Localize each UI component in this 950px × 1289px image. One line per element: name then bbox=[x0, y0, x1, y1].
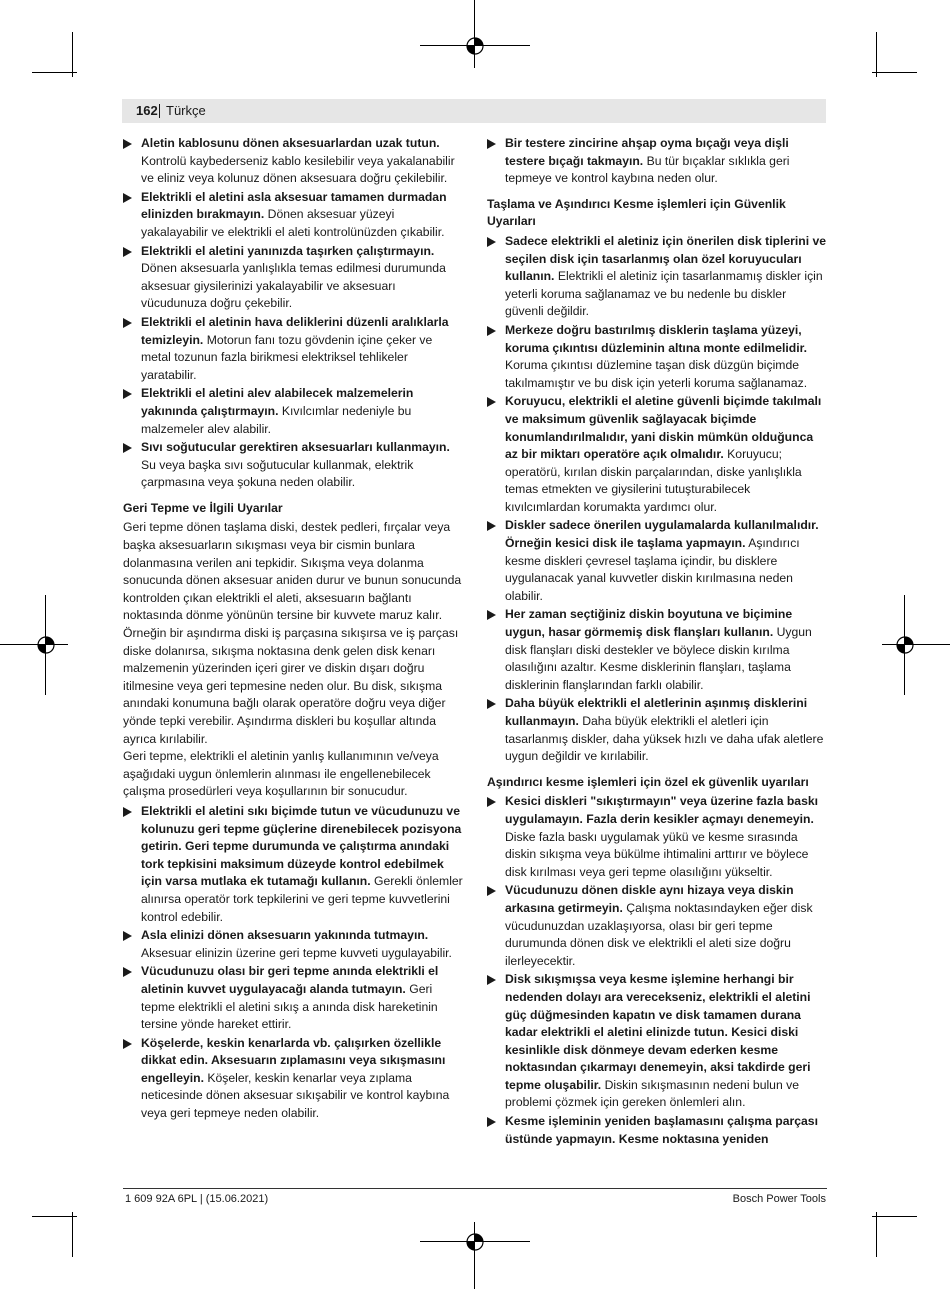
bullet-arrow-icon bbox=[123, 139, 132, 149]
warning-instruction: Aletin kablosunu dönen aksesuarlardan uzak tutun. bbox=[141, 136, 440, 150]
bullet-arrow-icon bbox=[123, 389, 132, 399]
footer-divider bbox=[123, 1188, 827, 1189]
warning-instruction: Bir testere zincirine ahşap oyma bıçağı veya dişli testere bıçağı takmayın. bbox=[505, 136, 789, 168]
bullet-arrow-icon bbox=[123, 807, 132, 817]
registration-line bbox=[0, 644, 68, 645]
kickback-paragraph: Geri tepme, elektrikli el aletinin yanlış kullanımının ve/veya aşağıdaki uygun önlemlerin alınması ile engellenebilecek çalışma prosedürleri veya koşullarının bir sonucudur. bbox=[123, 749, 439, 799]
warning-item bbox=[123, 189, 463, 242]
warning-instruction: Her zaman seçtiğiniz diskin boyutuna ve biçimine uygun, hasar görmemiş disk flanşları kullanın. bbox=[505, 607, 793, 640]
warning-instruction: Elektrikli el aletini alev alabilecek malzemelerin yakınında çalıştırmayın. bbox=[141, 386, 414, 418]
warning-instruction: Köşelerde, keskin kenarlarda vb. çalışırken özellikle dikkat edin. Aksesuarın zıplamasını veya sıkışmasını engelleyin. bbox=[141, 1035, 446, 1085]
warning-instruction: Daha büyük elektrikli el aletlerinin aşınmış disklerini kullanmayın. bbox=[505, 696, 808, 728]
warning-explanation: Aşındırıcı kesme diskleri çevresel taşlama içindir, bu disklere uygulanacak yanal kuvvetler diskin kırılmasına neden olabilir. bbox=[505, 536, 800, 603]
warning-item bbox=[487, 517, 827, 605]
warning-explanation: Çalışma noktasındayken eğer disk vücudunuzdan uzaklaşıyorsa, olası bir geri tepme durumunda dönen disk ve elektrikli el aleti size doğru ilerleyecektir. bbox=[505, 900, 813, 968]
warning-instruction: Sıvı soğutucular gerektiren aksesuarları kullanmayın. bbox=[141, 440, 450, 455]
bullet-arrow-icon bbox=[487, 139, 496, 149]
warning-item bbox=[123, 243, 463, 313]
crop-mark bbox=[32, 72, 77, 73]
warning-item bbox=[487, 606, 827, 694]
warning-item bbox=[487, 233, 827, 321]
warning-instruction: Asla elinizi dönen aksesuarın yakınında tutmayın. bbox=[141, 928, 429, 943]
bullet-arrow-icon bbox=[123, 1039, 132, 1049]
warning-explanation: Motorun fanı tozu gövdenin içine çeker ve metal tozunun fazla birikmesi elektriksel tehlikeler yaratabilir. bbox=[141, 332, 433, 382]
warning-item bbox=[123, 803, 463, 926]
bullet-arrow-icon bbox=[123, 443, 132, 453]
warning-item bbox=[487, 971, 827, 1112]
warning-instruction: Sadece elektrikli el aletiniz için önerilen disk tiplerini ve seçilen disk için tasarlanmış olan özel koruyucuları kullanın. bbox=[505, 233, 827, 284]
warning-item bbox=[487, 793, 827, 881]
warning-item bbox=[487, 393, 827, 516]
kickback-list bbox=[123, 803, 463, 1123]
warning-explanation: Koruma çıkıntısı düzlemine taşan disk düzgün biçimde takılmamıştır ve bu disk için yeterli koruma sağlanamaz. bbox=[505, 358, 808, 390]
safety-list-top bbox=[123, 135, 463, 492]
crop-mark bbox=[876, 32, 877, 77]
crop-mark bbox=[72, 32, 73, 77]
registration-target-icon bbox=[465, 36, 485, 56]
warning-item bbox=[123, 439, 463, 492]
bullet-arrow-icon bbox=[123, 967, 132, 977]
bullet-arrow-icon bbox=[487, 610, 496, 620]
warning-item bbox=[123, 1035, 463, 1123]
warning-item bbox=[123, 927, 463, 962]
crop-mark bbox=[32, 1216, 77, 1217]
warning-explanation: Uygun disk flanşları diski destekler ve böylece diskin kırılma olasılığını azaltır. Kesme disklerinin flanşları, taşlama disklerinin flanşlarından farklı olabilir. bbox=[505, 625, 812, 692]
warning-explanation: Dönen aksesuarla yanlışlıkla temas edilmesi durumunda aksesuar giysilerinizi yakalayabilir ve aksesuarı vücudunuza doğru çekebilir. bbox=[141, 261, 446, 311]
warning-item bbox=[487, 882, 827, 970]
warning-item bbox=[123, 314, 463, 384]
bullet-arrow-icon bbox=[123, 247, 132, 257]
page-language: Türkçe bbox=[166, 103, 206, 118]
page-header-bar bbox=[122, 99, 826, 123]
bullet-arrow-icon bbox=[487, 699, 496, 709]
warning-explanation: Kontrolü kaybederseniz kablo kesilebilir veya yakalanabilir ve eliniz veya kolunuz dönen aksesuara doğru çekilebilir. bbox=[141, 153, 455, 186]
warning-explanation: Daha büyük elektrikli el aletleri için tasarlanmış diskler, daha yüksek hızlı ve daha ufak aletlere uygun değildir ve kırılabilir. bbox=[505, 714, 824, 764]
warning-explanation: Koruyucu; operatörü, kırılan diskin parçalarından, diske yanlışlıkla temas etmekten ve giysilerini tutuşturabilecek kıvılcımlardan korumakta yardımcı olur. bbox=[505, 447, 802, 514]
bullet-arrow-icon bbox=[487, 521, 496, 531]
warning-item bbox=[487, 695, 827, 765]
crop-mark bbox=[872, 72, 917, 73]
warning-item bbox=[123, 135, 463, 188]
crop-mark bbox=[872, 1216, 917, 1217]
registration-target-icon bbox=[36, 635, 56, 655]
warning-instruction: Disk sıkışmışsa veya kesme işlemine herhangi bir nedenden dolayı ara verecekseniz, elektrikli el aletini güç düğmesinden kapatın ve disk tamamen durana kadar elektrikli el aletini elinizde tutun. Kesici diski kesinlikle disk dönmeye devam ederken kesme noktasından çıkarmayı denemeyin, aksi takdirde geri tepme oluşabilir. bbox=[505, 972, 811, 1092]
warning-explanation: Diskin sıkışmasının nedeni bulun ve problemi çözmek için gereken önlemleri alın. bbox=[505, 1077, 799, 1110]
bullet-arrow-icon bbox=[487, 975, 496, 985]
cutting-list bbox=[487, 793, 827, 1148]
bullet-arrow-icon bbox=[487, 1117, 496, 1127]
cutting-heading: Aşındırıcı kesme işlemleri için özel ek güvenlik uyarıları bbox=[487, 774, 809, 789]
warning-explanation: Bu tür bıçaklar sıklıkla geri tepmeye ve kontrol kaybına neden olur. bbox=[505, 153, 790, 186]
warning-explanation: Dönen aksesuar yüzeyi yakalayabilir ve elektrikli el aleti kontrolünüzden çıkabilir. bbox=[141, 207, 445, 239]
grinding-list bbox=[487, 233, 827, 766]
bullet-arrow-icon bbox=[487, 397, 496, 407]
warning-instruction: Elektrikli el aletini asla aksesuar tamamen durmadan elinizden bırakmayın. bbox=[141, 189, 447, 222]
publisher-name: Bosch Power Tools bbox=[732, 1193, 826, 1205]
warning-item bbox=[487, 322, 827, 392]
warning-explanation: Elektrikli el aletiniz için tasarlanmamış diskler için yeterli koruma sağlanamaz ve bu nedenle bu diskler güvenli değildir. bbox=[505, 269, 823, 319]
header-divider bbox=[159, 104, 160, 118]
warning-explanation: Gerekli önlemler alınırsa operatör tork tepkilerini ve geri tepme kuvvetlerini kontrol edebilir. bbox=[141, 874, 463, 924]
warning-item bbox=[123, 963, 463, 1033]
warning-explanation: Su veya başka sıvı soğutucular kullanmak, elektrik çarpmasına veya şokuna neden olabilir. bbox=[141, 457, 414, 490]
warning-instruction: Elektrikli el aletinin hava deliklerini düzenli aralıklarla temizleyin. bbox=[141, 314, 449, 347]
warning-item bbox=[123, 385, 463, 438]
warning-instruction: Vücudunuzu olası bir geri tepme anında elektrikli el aletinin kuvvet uygulayacağı alanda tutmayın. bbox=[141, 964, 439, 996]
bullet-arrow-icon bbox=[123, 931, 132, 941]
registration-target-icon bbox=[465, 1232, 485, 1252]
registration-target-icon bbox=[895, 635, 915, 655]
kickback-paragraph: Örneğin bir aşındırma diski iş parçasına sıkışırsa ve iş parçası diske dolanırsa, sıkışma noktasına denk gelen disk kenarı malzemenin yüzerinden içeri girer ve diskin dışarı doğru itilmesine veya geri tepmesine neden olur. Bu disk, sıkışma anındaki konumuna bağlı olarak operatöre doğru veya diğer yönde tepki verebilir. Aşındırma diskleri bu koşullar altında ayrıca kırılabilir. bbox=[123, 626, 459, 746]
warning-item bbox=[487, 135, 827, 188]
bullet-arrow-icon bbox=[487, 797, 496, 807]
registration-line bbox=[474, 0, 475, 68]
warning-instruction: Kesici diskleri "sıkıştırmayın" veya üzerine fazla baskı uygulamayın. Fazla derin kesikler açmayı denemeyin. bbox=[505, 794, 819, 826]
left-column bbox=[123, 135, 463, 1124]
bullet-arrow-icon bbox=[123, 318, 132, 328]
document-id: 1 609 92A 6PL | (15.06.2021) bbox=[125, 1193, 269, 1205]
warning-item bbox=[487, 1113, 827, 1148]
bullet-arrow-icon bbox=[487, 326, 496, 336]
right-column bbox=[487, 135, 827, 1149]
page-number: 162 bbox=[136, 103, 158, 118]
warning-instruction: Elektrikli el aletini yanınızda taşırken çalıştırmayın. bbox=[141, 243, 435, 258]
crop-mark bbox=[876, 1212, 877, 1257]
warning-instruction: Kesme işleminin yeniden başlamasını çalışma parçası üstünde yapmayın. Kesme noktasına yeniden bbox=[505, 1114, 818, 1146]
warning-explanation: Geri tepme elektrikli el aletini sıkış a anında disk hareketinin tersine yönde hareket ettirir. bbox=[141, 981, 438, 1032]
bullet-arrow-icon bbox=[487, 886, 496, 896]
warning-instruction: Elektrikli el aletini sıkı biçimde tutun ve vücudunuzu ve kolunuzu geri tepme güçlerine direnebilecek pozisyona getirin. Geri tepme durumunda ve çalıştırma anındaki tork tepkisini maksimum düzeyde kontrol edebilmek için varsa mutlaka ek tutamağı kullanın. bbox=[141, 803, 462, 889]
kickback-heading: Geri Tepme ve İlgili Uyarılar bbox=[123, 500, 283, 515]
bullet-arrow-icon bbox=[123, 193, 132, 203]
warning-explanation: Aksesuar elinizin üzerine geri tepme kuvveti uygulayabilir. bbox=[141, 945, 452, 960]
warning-instruction: Diskler sadece önerilen uygulamalarda kullanılmalıdır. Örneğin kesici disk ile taşlama yapmayın. bbox=[505, 518, 819, 551]
warning-explanation: Kıvılcımlar nedeniyle bu malzemeler alev alabilir. bbox=[141, 403, 412, 436]
kickback-paragraph: Geri tepme dönen taşlama diski, destek pedleri, fırçalar veya başka aksesuarların sıkışması veya bir cismin bunlara dolanmasına verilen ani tepkidir. Sıkışma veya dolanma sonucunda dönen aksesuar aniden durur ve bunun sonucunda kontrolden çıkan elektrikli el aleti, aksesuarın bağlantı noktasında dönme yönünün tersine bir kuvvete maruz kalır. bbox=[123, 520, 462, 623]
registration-line bbox=[882, 644, 950, 645]
crop-mark bbox=[72, 1212, 73, 1257]
safety-list-top bbox=[487, 135, 827, 188]
warning-explanation: Köşeler, keskin kenarlar veya zıplama neticesinde dönen aksesuar sıkışabilir ve kontrol kaybına veya geri tepmeye neden olabilir. bbox=[141, 1070, 450, 1121]
warning-instruction: Vücudunuzu dönen diskle aynı hizaya veya diskin arkasına getirmeyin. bbox=[505, 883, 794, 915]
grinding-heading: Taşlama ve Aşındırıcı Kesme işlemleri için Güvenlik Uyarıları bbox=[487, 196, 786, 229]
warning-instruction: Merkeze doğru bastırılmış disklerin taşlama yüzeyi, koruma çıkıntısı düzleminin altına monte edilmelidir. bbox=[505, 322, 808, 355]
warning-explanation: Diske fazla baskı uygulamak yükü ve kesme sırasında diskin sıkışma veya bükülme ihtimalini arttırır ve böylece disk kırılması veya geri tepme olasılığını yükseltir. bbox=[505, 829, 809, 879]
warning-instruction: Koruyucu, elektrikli el aletine güvenli biçimde takılmalı ve maksimum güvenlik sağlayacak biçimde konumlandırılmalıdır, yani diskin mümkün olduğunca az bir miktarı operatöre açık olmalıdır. bbox=[505, 394, 822, 462]
bullet-arrow-icon bbox=[487, 237, 496, 247]
